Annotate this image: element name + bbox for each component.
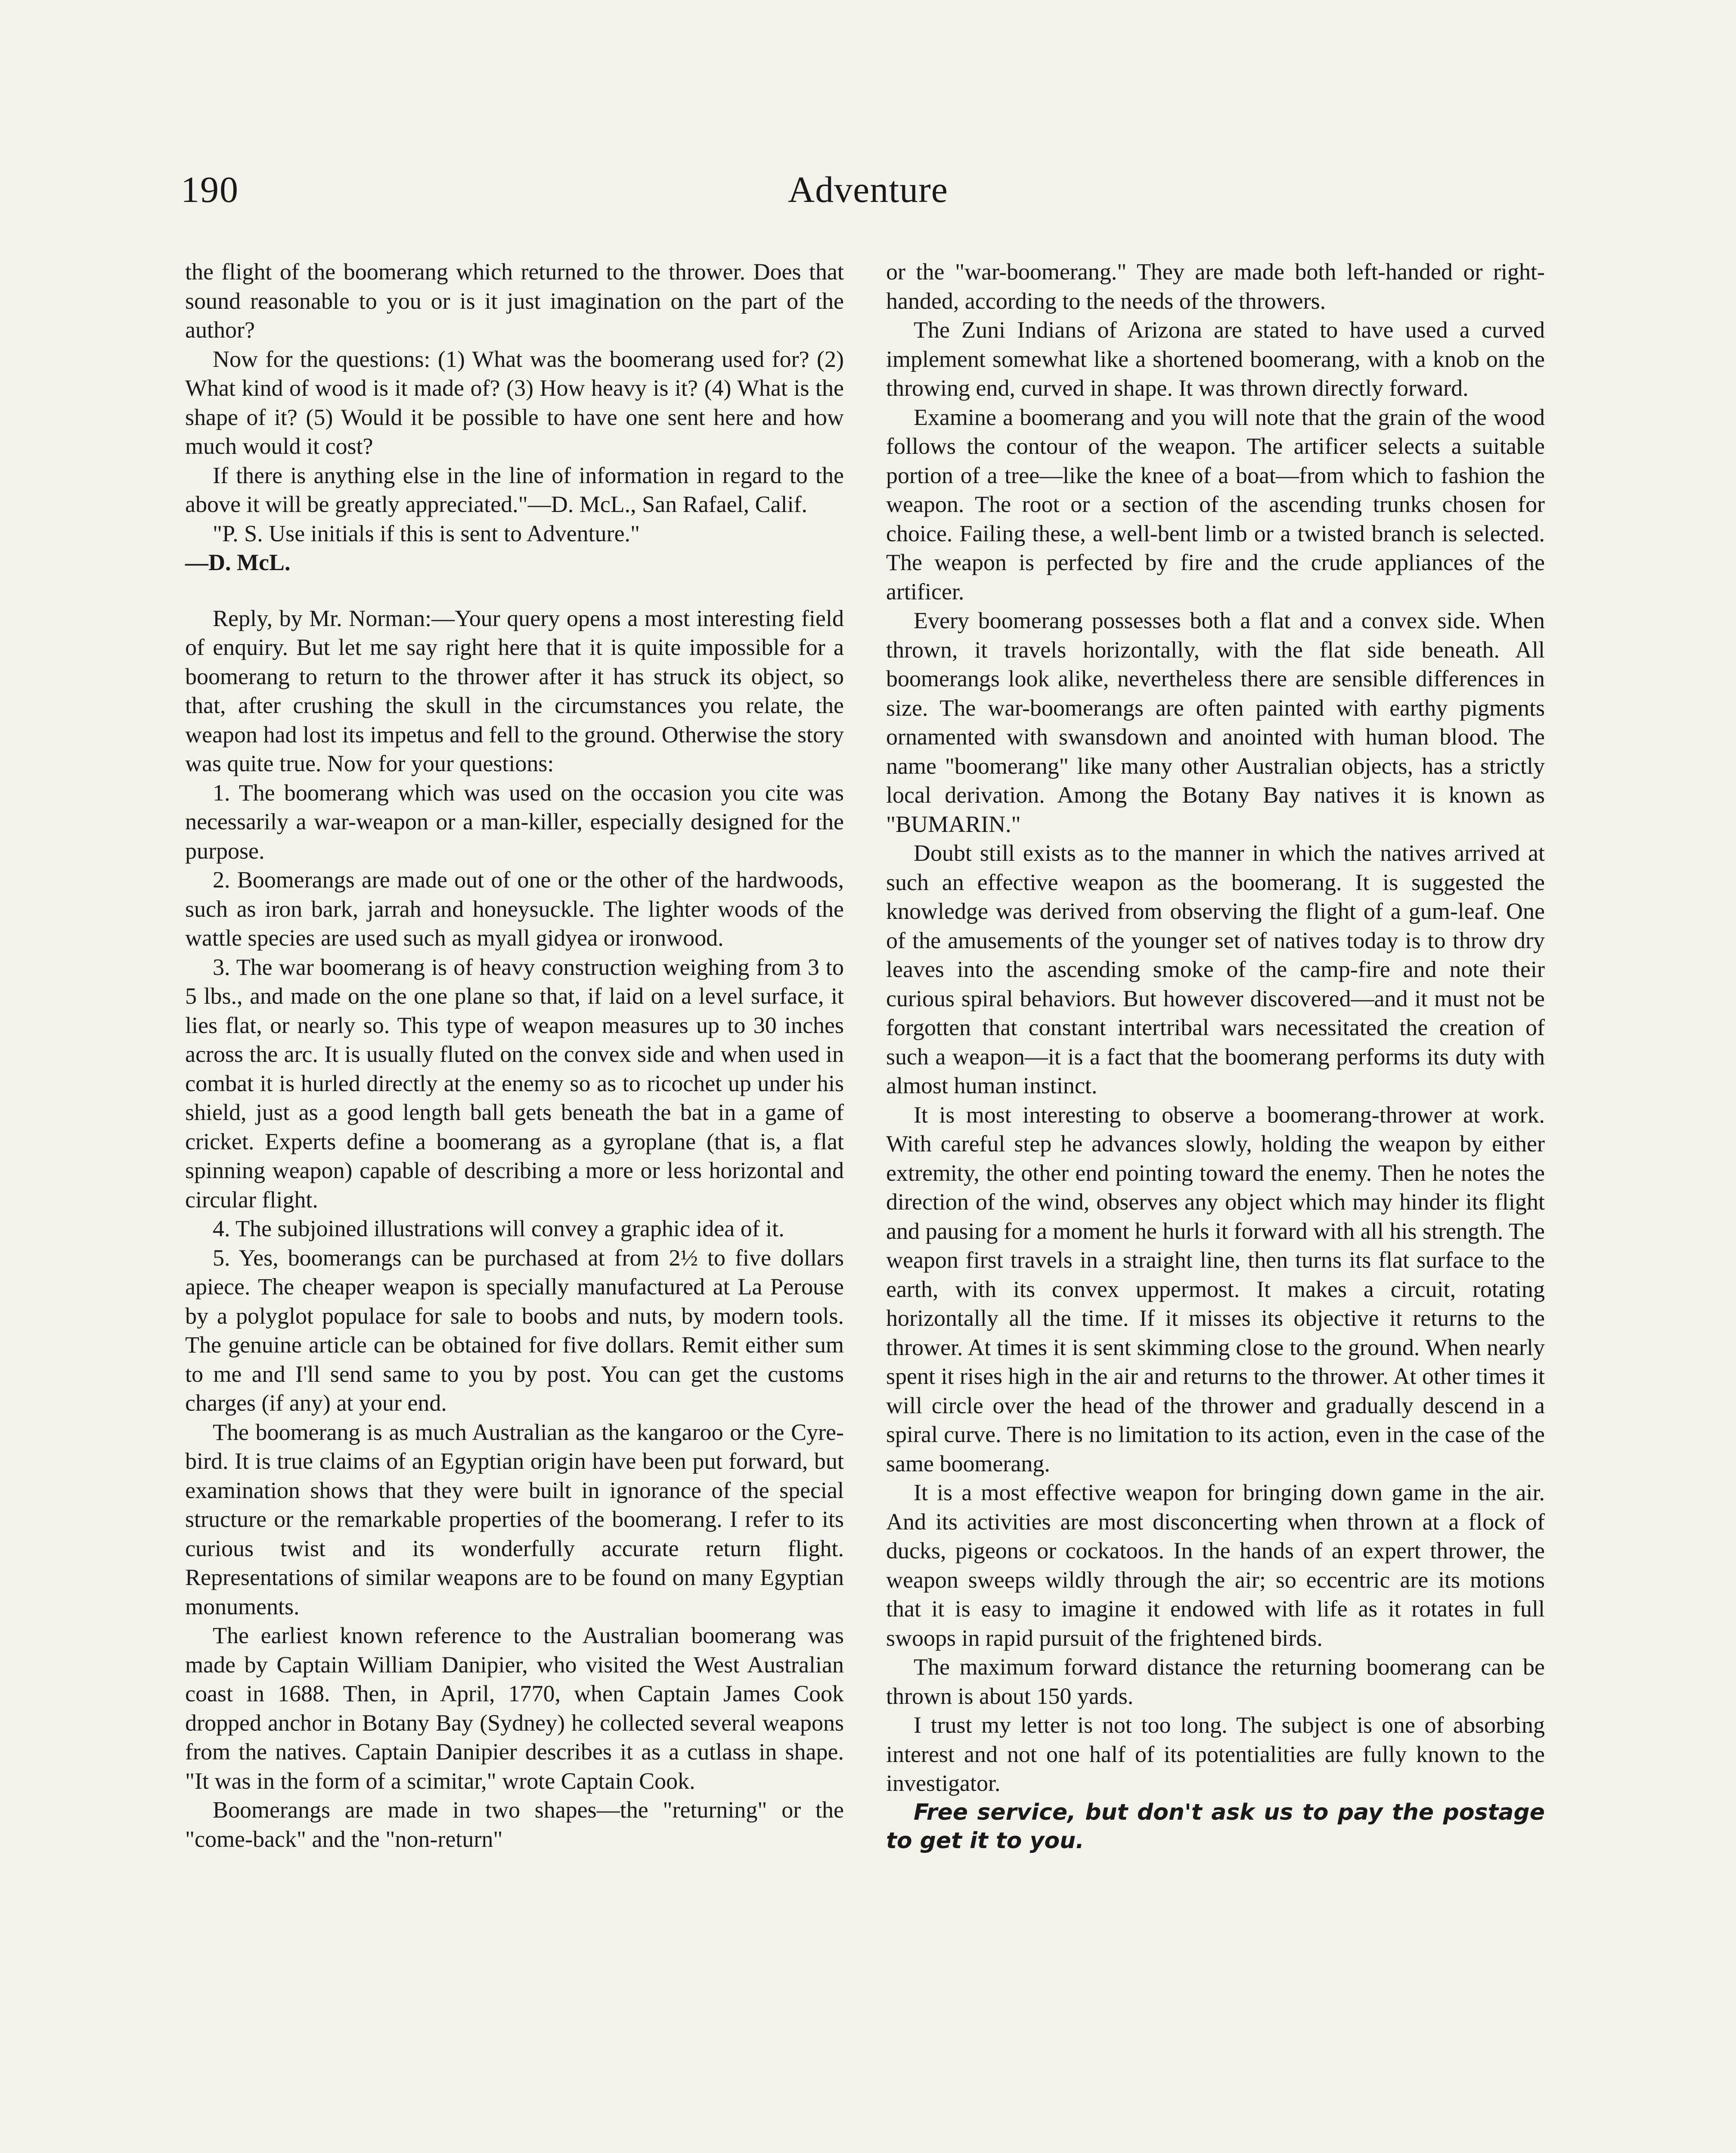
paragraph: The maximum forward distance the returning boomerang can be thrown is about 150 yards. [886, 1654, 1545, 1709]
paragraph: If there is anything else in the line of information in regard to the above it will be greatly appreciated."—D. McL., San Rafael, Calif. [185, 462, 844, 517]
page-number: 190 [181, 169, 239, 210]
page-header [181, 168, 1555, 215]
paragraph: 5. Yes, boomerangs can be purchased at from 2½ to five dollars apiece. The cheaper weapon is specially manufactured at La Perouse by a polyglot populace for sale to boobs and nuts, by modern tools. The genuine article can be obtained for five dollars. Remit either sum to me and I'll send same to you by post. You can get the customs charges (if any) at your end. [185, 1244, 844, 1416]
paragraph-ps: "P. S. Use initials if this is sent to Adventure." [213, 520, 640, 546]
paragraph: 1. The boomerang which was used on the occasion you cite was necessarily a war-weapon or a man-killer, especially designed for the purpose. [185, 779, 844, 864]
paragraph: The earliest known reference to the Australian boomerang was made by Captain William Danipier, who visited the West Australian coast in 1688. Then, in April, 1770, when Captain James Cook dropped anchor in Botany Bay (Sydney) he collected several weapons from the natives. Captain Danipier describes it as a cutlass in shape. "It was in the form of a scimitar," wrote Captain Cook. [185, 1623, 844, 1794]
paragraph: 4. The subjoined illustrations will convey a graphic idea of it. [213, 1216, 784, 1241]
reply-paragraph: Reply, by Mr. Norman:—Your query opens a most interesting field of enquiry. But let me say right here that it is quite impossible for a boomerang to return to the thrower after it has struck its object, so that, after crushing the skull in the circumstances you relate, the weapon had lost its impetus and fell to the ground. Otherwise the story was quite true. Now for your questions: [185, 605, 844, 776]
paragraph: It is a most effective weapon for bringing down game in the air. And its activities are most disconcerting when thrown at a flock of ducks, pigeons or cockatoos. In the hands of an expert thrower, the weapon sweeps wildly through the air; so eccentric are its motions that it is easy to imagine it endowed with life as it rotates in full swoops in rapid pursuit of the frightened birds. [886, 1480, 1545, 1651]
paragraph: I trust my letter is not too long. The subject is one of absorbing interest and not one half of its potentialities are fully known to the investigator. [886, 1712, 1545, 1796]
paragraph: Boomerangs are made in two shapes—the "returning" or the "come-back" and the "non-return" [185, 1797, 844, 1852]
paragraph: or the "war-boomerang." They are made both left-handed or right-handed, according to the needs of the throwers. [886, 259, 1545, 314]
closing-note: Free service, but don't ask us to pay the postage to get it to you. [886, 1799, 1545, 1854]
paragraph: 3. The war boomerang is of heavy construction weighing from 3 to 5 lbs., and made on the one plane so that, if laid on a level surface, it lies flat, or nearly so. This type of weapon measures up to 30 inches across the arc. It is usually fluted on the convex side and when used in combat it is hurled directly at the enemy so as to ricochet up under his shield, just as a good length ball gets beneath the bat in a game of cricket. Experts define a boomerang as a gyroplane (that is, a flat spinning weapon) capable of describing a more or less horizontal and circular flight. [185, 954, 844, 1213]
paragraph: Examine a boomerang and you will note that the grain of the wood follows the contour of the weapon. The artificer selects a suitable portion of a tree—like the knee of a boat—from which to fashion the weapon. The root or a section of the ascending trunks chosen for choice. Failing these, a well-bent limb or a twisted branch is selected. The weapon is perfected by fire and the crude appliances of the artificer. [886, 404, 1545, 605]
signature: —D. McL. [185, 549, 291, 575]
paragraph: Now for the questions: (1) What was the boomerang used for? (2) What kind of wood is it made of? (3) How heavy is it? (4) What is the shape of it? (5) Would it be possible to have one sent here and how much would it cost? [185, 346, 844, 459]
paragraph: Doubt still exists as to the manner in which the natives arrived at such an effective weapon as the boomerang. It is suggested the knowledge was derived from observing the flight of a gum-leaf. One of the amusements of the younger set of natives today is to throw dry leaves into the ascending smoke of the camp-fire and note their curious spiral behaviors. But however discovered—and it must not be forgotten that constant intertribal wars necessitated the creation of such a weapon—it is a fact that the boomerang performs its duty with almost human instinct. [886, 840, 1545, 1098]
paragraph: The Zuni Indians of Arizona are stated to have used a curved implement somewhat like a shortened boomerang, with a knob on the throwing end, curved in shape. It was thrown directly forward. [886, 317, 1545, 401]
paragraph: The boomerang is as much Australian as the kangaroo or the Cyre-bird. It is true claims of an Egyptian origin have been put forward, but examination shows that they were built in ignorance of the special structure or the remarkable properties of the boomerang. I refer to its curious twist and its wonderfully accurate return flight. Representations of similar weapons are to be found on many Egyptian monuments. [185, 1419, 844, 1619]
right-column [886, 257, 1545, 1855]
paragraph: the flight of the boomerang which returned to the thrower. Does that sound reasonable to you or is it just imagination on the part of the author? [185, 259, 844, 343]
running-title: Adventure [788, 169, 948, 210]
paragraph: It is most interesting to observe a boomerang-thrower at work. With careful step he advances slowly, holding the weapon by either extremity, the other end pointing toward the enemy. Then he notes the direction of the wind, observes any object which may hinder its flight and pausing for a moment he hurls it forward with all his strength. The weapon first travels in a straight line, then turns its flat surface to the earth, with its convex uppermost. It makes a circuit, rotating horizontally all the time. If it misses its objective it returns to the thrower. At times it is sent skimming close to the ground. When nearly spent it rises high in the air and returns to the thrower. At other times it will circle over the head of the thrower and gradually descend in a spiral curve. There is no limitation to its action, even in the case of the same boomerang. [886, 1101, 1545, 1477]
left-column [185, 257, 844, 1854]
paragraph: 2. Boomerangs are made out of one or the other of the hardwoods, such as iron bark, jarrah and honeysuckle. The lighter woods of the wattle species are used such as myall gidyea or ironwood. [185, 867, 844, 951]
paragraph: Every boomerang possesses both a flat and a convex side. When thrown, it travels horizontally, with the flat side beneath. All boomerangs look alike, nevertheless there are sensible differences in size. The war-boomerangs are often painted with earthy pigments ornamented with swansdown and anointed with human blood. The name "boomerang" like many other Australian objects, has a strictly local derivation. Among the Botany Bay natives it is known as "BUMARIN." [886, 608, 1545, 837]
